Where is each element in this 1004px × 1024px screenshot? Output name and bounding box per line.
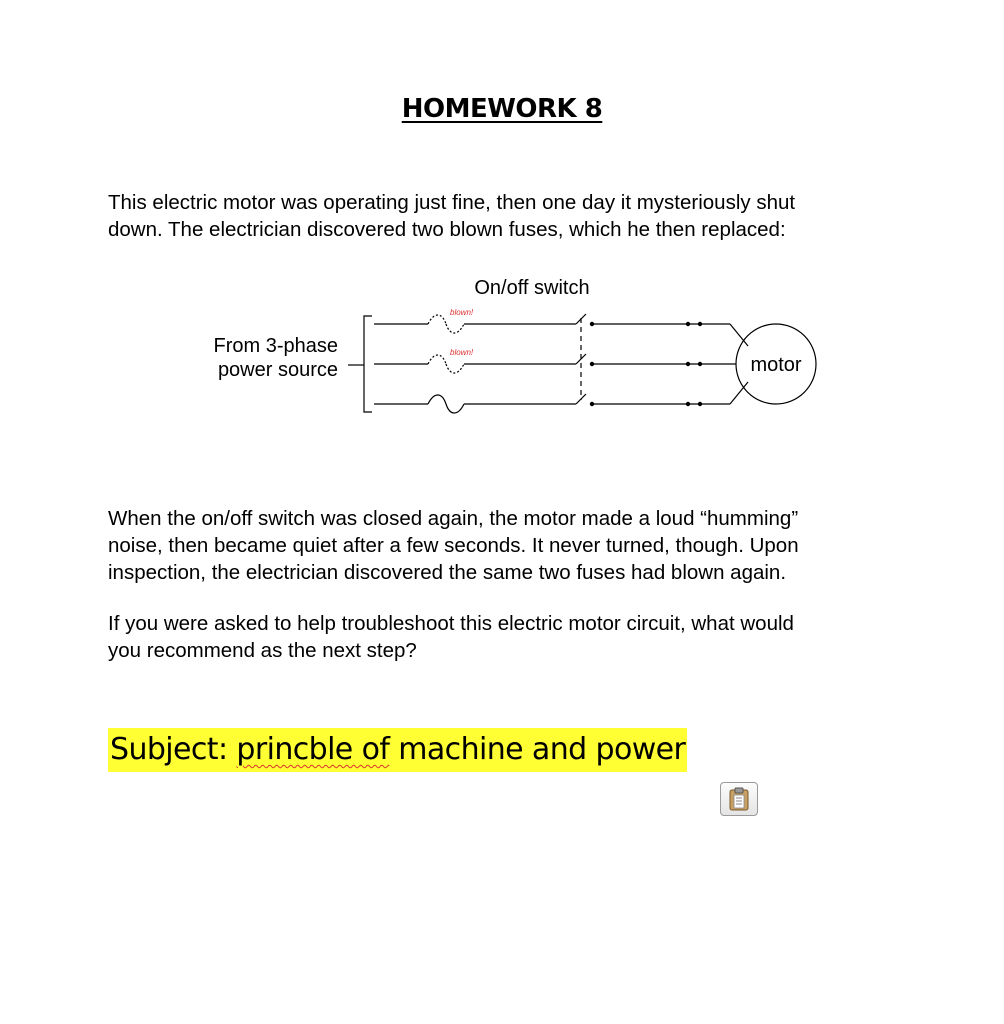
subject-line [108, 728, 687, 772]
source-bracket [364, 316, 372, 412]
blown-fuse-1 [446, 324, 464, 333]
motor-label: motor [750, 354, 802, 376]
followup-line: noise, then became quiet after a few seconds. It never turned, though. Upon [108, 534, 799, 557]
spellcheck-flagged-text[interactable]: princble of [236, 732, 390, 767]
question-line: you recommend as the next step? [108, 639, 417, 662]
wire [730, 324, 748, 346]
motor-circuit-diagram [180, 268, 820, 428]
intro-line: down. The electrician discovered two blown fuses, which he then replaced: [108, 218, 786, 241]
switch-label: On/off switch [474, 277, 590, 299]
followup-line: inspection, the electrician discovered the same two fuses had blown again. [108, 561, 787, 584]
blown-label-2: blown! [450, 348, 474, 357]
homework-title: HOMEWORK 8 [401, 94, 603, 124]
blown-fuse-1 [428, 315, 446, 324]
blown-label-1: blown! [450, 308, 474, 317]
question-paragraph [108, 610, 908, 664]
subject-prefix: Subject: [110, 732, 237, 767]
followup-paragraph [108, 505, 908, 586]
subject-suffix: machine and power [389, 732, 686, 767]
followup-line: When the on/off switch was closed again, the motor made a loud “humming” [108, 507, 799, 530]
intro-paragraph [108, 189, 908, 243]
blown-fuse-2 [428, 355, 446, 364]
source-label: power source [217, 359, 338, 381]
source-label: From 3-phase [213, 335, 338, 357]
paste-options-button[interactable] [720, 782, 758, 816]
blown-fuse-2 [446, 364, 464, 373]
wire [730, 382, 748, 404]
good-fuse [428, 395, 464, 413]
clipboard-icon [729, 787, 749, 811]
intro-line: This electric motor was operating just fine, then one day it mysteriously shut [108, 191, 796, 214]
question-line: If you were asked to help troubleshoot this electric motor circuit, what would [108, 612, 794, 635]
